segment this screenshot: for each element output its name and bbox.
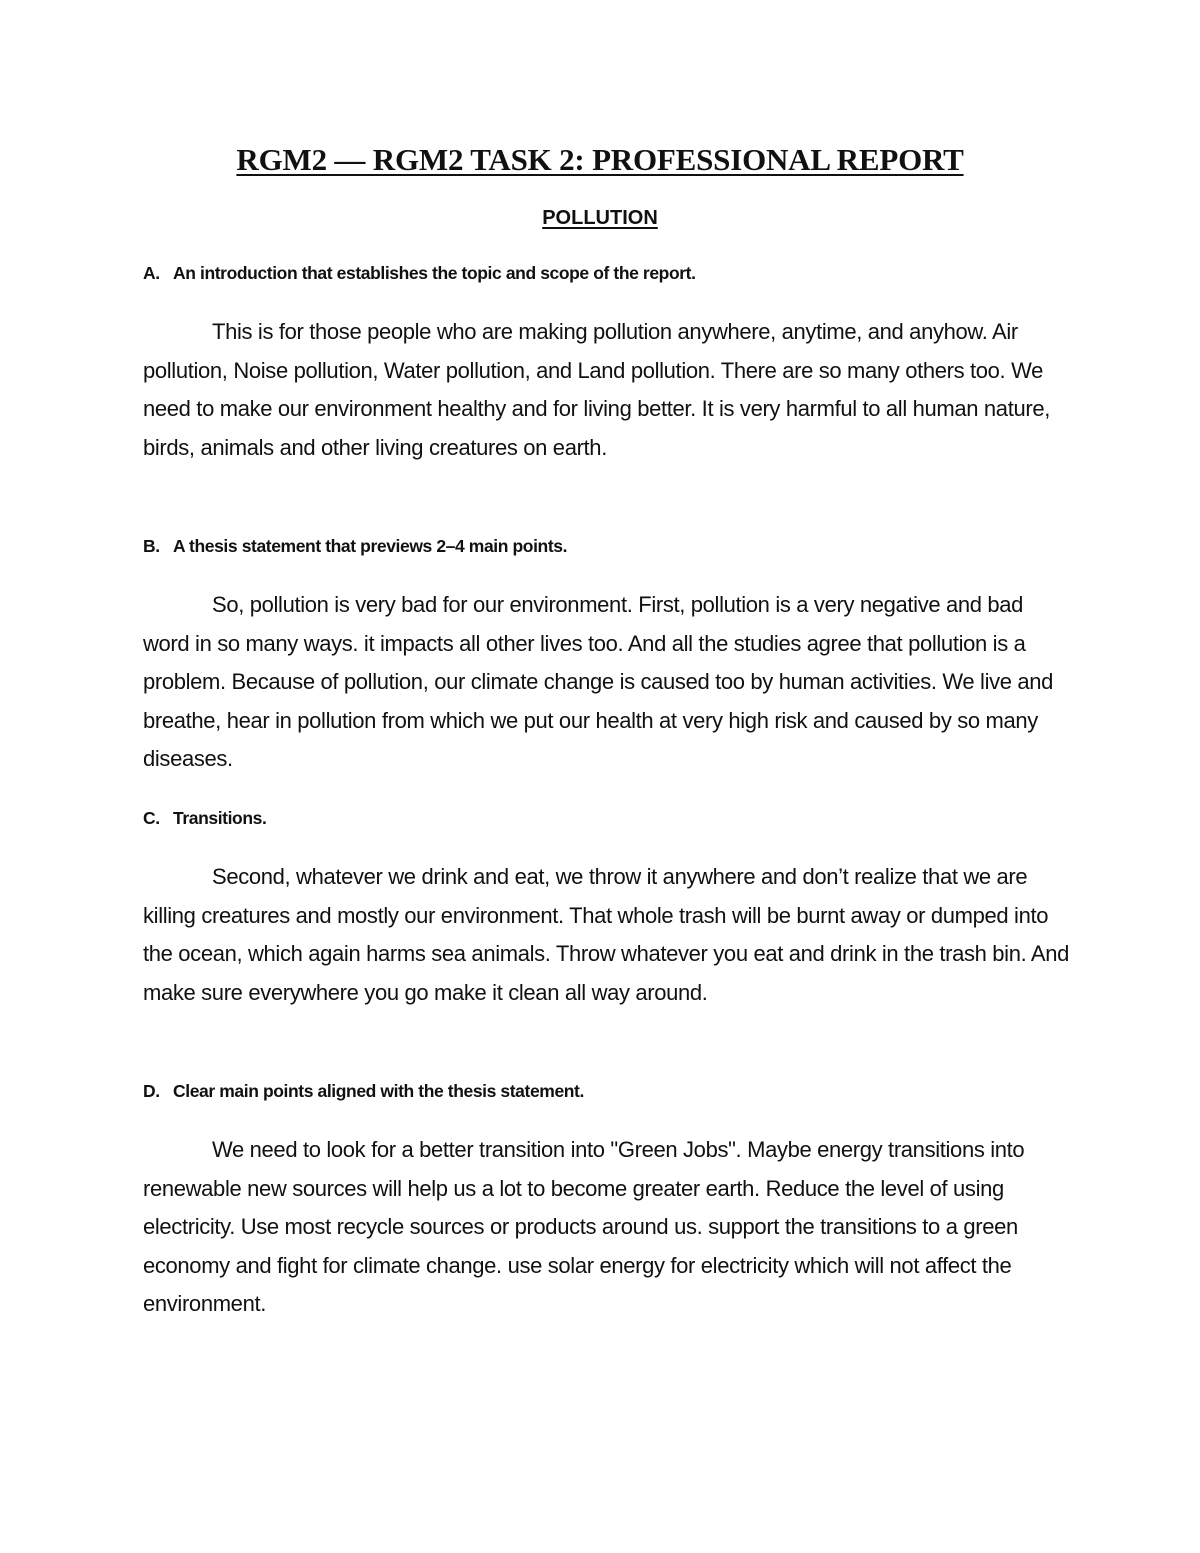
section-a-body: This is for those people who are making pollution anywhere, anytime, and anyhow. Air pollution, Noise pollution, Water pollution, and Land pollution. There are so many others too. We need to make our environment healthy and for living better. It is very harmful to all human nature, birds, animals and other living creatures on earth.: [143, 319, 1050, 460]
section-letter: B.: [143, 536, 160, 556]
section-letter: A.: [143, 263, 160, 283]
section-d-body: We need to look for a better transition into "Green Jobs". Maybe energy transitions into renewable new sources will help us a lot to become greater earth. Reduce the level of using electricity. Use most recycle sources or products around us. support the transitions to a green economy and fight for climate change. use solar energy for electricity which will not affect the environment.: [143, 1137, 1025, 1317]
section-heading-text: An introduction that establishes the topic and scope of the report.: [173, 263, 696, 283]
section-b-body: So, pollution is very bad for our environment. First, pollution is a very negative and bad word in so many ways. it impacts all other lives too. And all the studies agree that pollution is a problem. Because of pollution, our climate change is caused too by human activities. We live and breathe, hear in pollution from which we put our health at very high risk and caused by so many diseases.: [143, 592, 1054, 772]
section-letter: D.: [143, 1081, 160, 1101]
section-c-heading: [143, 805, 1103, 831]
section-a-heading: [143, 260, 1103, 286]
report-title: RGM2 — RGM2 TASK 2: PROFESSIONAL REPORT: [236, 142, 964, 177]
section-letter: C.: [143, 808, 160, 828]
section-c-body: Second, whatever we drink and eat, we throw it anywhere and don’t realize that we are killing creatures and mostly our environment. That whole trash will be burnt away or dumped into the ocean, which again harms sea animals. Throw whatever you eat and drink in the trash bin. And make sure everywhere you go make it clean all way around.: [143, 864, 1069, 1005]
section-heading-text: A thesis statement that previews 2–4 main points.: [173, 536, 568, 556]
section-heading-text: Clear main points aligned with the thesis statement.: [173, 1081, 584, 1101]
section-heading-text: Transitions.: [173, 808, 267, 828]
section-b-heading: [143, 533, 1103, 559]
report-subtitle: POLLUTION: [542, 207, 658, 229]
section-d-heading: [143, 1078, 1103, 1104]
